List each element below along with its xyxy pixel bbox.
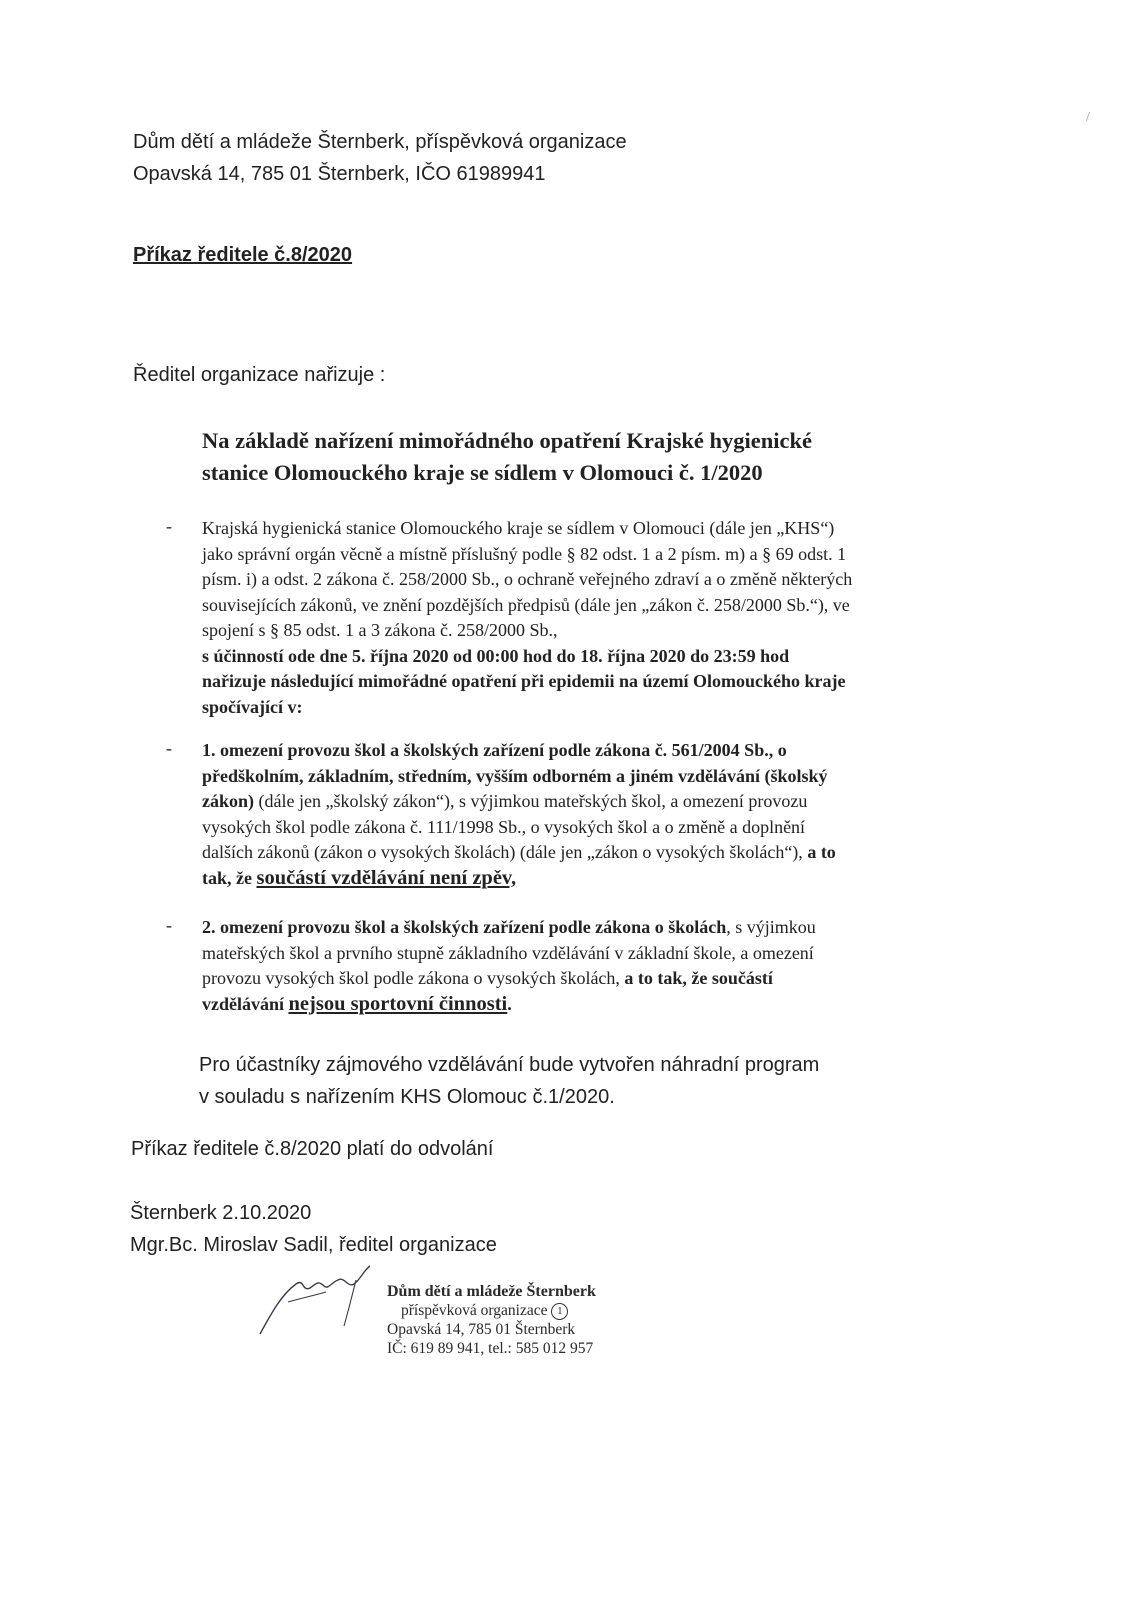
bold-fragment: a to [807, 842, 836, 862]
bold-fragment: zákon) [202, 791, 255, 811]
signature-block [130, 1197, 497, 1261]
corner-pen-mark: / [1086, 110, 1090, 125]
order-statement-end: spočívající v: [202, 696, 303, 717]
text-line: souvisejících zákonů, ve znění pozdějších předpisů (dále jen „zákon č. 258/2000 Sb.“), ve [202, 594, 850, 615]
text-line: v souladu s nařízením KHS Olomouc č.1/2020. [199, 1086, 615, 1108]
stamp-number-circle: 1 [551, 1303, 568, 1320]
order-statement: nařizuje následující mimořádné opatření při epidemii na území Olomouckého kraje [202, 671, 846, 691]
stamp-address: Opavská 14, 785 01 Šternberk [387, 1321, 576, 1338]
effective-dates: s účinností ode dne 5. října 2020 od 00:00 hod do 18. října 2020 do 23:59 hod [202, 645, 790, 666]
stamp-organization-type [387, 1301, 596, 1320]
place-date: Šternberk 2.10.2020 [130, 1202, 312, 1224]
text-fragment: , s výjimkou [726, 917, 816, 937]
substitute-program-paragraph [199, 1049, 982, 1113]
measure-1 [202, 738, 992, 891]
text-fragment: dalších zákonů (zákon o vysokých školách) (dále jen „zákon o vysokých školách“), [202, 842, 808, 862]
organization-name: Dům dětí a mládeže Šternberk, příspěvková organizace [133, 131, 627, 153]
text-line [202, 866, 992, 892]
bold-fragment: a to tak, že součástí [624, 968, 773, 988]
text-line: spojení s § 85 odst. 1 a 3 zákona č. 258/2000 Sb., [202, 620, 558, 640]
text-fragment: provozu vysokých škol podle zákona o vysokých školách, [202, 968, 625, 988]
bullet-dash: - [166, 516, 172, 536]
emphasis-no-singing: součástí vzdělávání není zpěv, [256, 866, 517, 889]
text-line [202, 992, 992, 1018]
bullet-dash: - [166, 738, 172, 758]
bold-fragment: 2. omezení provozu škol a školských zařízení podle zákona o školách [202, 917, 727, 937]
text-line: 1. omezení provozu škol a školských zařízení podle zákona č. 561/2004 Sb., o [202, 740, 787, 760]
bold-fragment: . [507, 993, 512, 1014]
text-line: jako správní orgán věcně a místně příslušný podle § 82 odst. 1 a 2 písm. m) a § 69 odst. 1 [202, 543, 847, 564]
regulation-heading [202, 425, 962, 489]
text-line: písm. i) a odst. 2 zákona č. 258/2000 Sb., o ochraně veřejného zdraví a o změně některých [202, 569, 853, 589]
orders-intro: Ředitel organizace nařizuje : [133, 364, 386, 386]
text-line: Krajská hygienická stanice Olomouckého kraje se sídlem v Olomouci (dále jen „KHS“) [202, 518, 835, 538]
heading-line-1: Na základě nařízení mimořádného opatření Krajské hygienické [202, 428, 812, 453]
text-line [202, 966, 992, 992]
bullet-dash: - [166, 915, 172, 935]
text-line [202, 789, 992, 815]
text-line: vysokých škol podle zákona č. 111/1998 Sb., o vysokých škol a o změně a doplnění [202, 816, 806, 837]
signatory-name: Mgr.Bc. Miroslav Sadil, ředitel organizace [130, 1234, 497, 1256]
bold-fragment: vzdělávání [202, 993, 289, 1014]
validity-statement: Příkaz ředitele č.8/2020 platí do odvolání [131, 1138, 494, 1160]
organization-header [133, 126, 627, 190]
text-line: mateřských škol a prvního stupně základního vzdělávání v základní škole, a omezení [202, 942, 814, 963]
text-line [202, 840, 992, 866]
text-line [202, 915, 992, 941]
measure-2 [202, 915, 992, 1017]
bold-fragment: tak, že [202, 867, 257, 888]
emphasis-no-sports: nejsou sportovní činnosti [288, 992, 508, 1015]
stamp-name: Dům dětí a mládeže Šternberk [387, 1283, 596, 1300]
stamp-type-text: příspěvková organizace [401, 1302, 548, 1319]
text-line: Pro účastníky zájmového vzdělávání bude vytvořen náhradní program [199, 1054, 820, 1076]
text-fragment: (dále jen „školský zákon“), s výjimkou mateřských škol, a omezení provozu [254, 791, 808, 811]
heading-line-2: stanice Olomouckého kraje se sídlem v Olomouci č. 1/2020 [202, 460, 763, 485]
khs-paragraph [202, 516, 992, 720]
text-line: předškolním, základním, středním, vyšším odborném a jiném vzdělávání (školský [202, 765, 828, 786]
organization-address: Opavská 14, 785 01 Šternberk, IČO 61989941 [133, 163, 546, 185]
organization-stamp [387, 1282, 596, 1358]
stamp-contact: IČ: 619 89 941, tel.: 585 012 957 [387, 1340, 594, 1357]
handwritten-signature [252, 1262, 382, 1342]
document-title: Příkaz ředitele č.8/2020 [133, 244, 353, 266]
